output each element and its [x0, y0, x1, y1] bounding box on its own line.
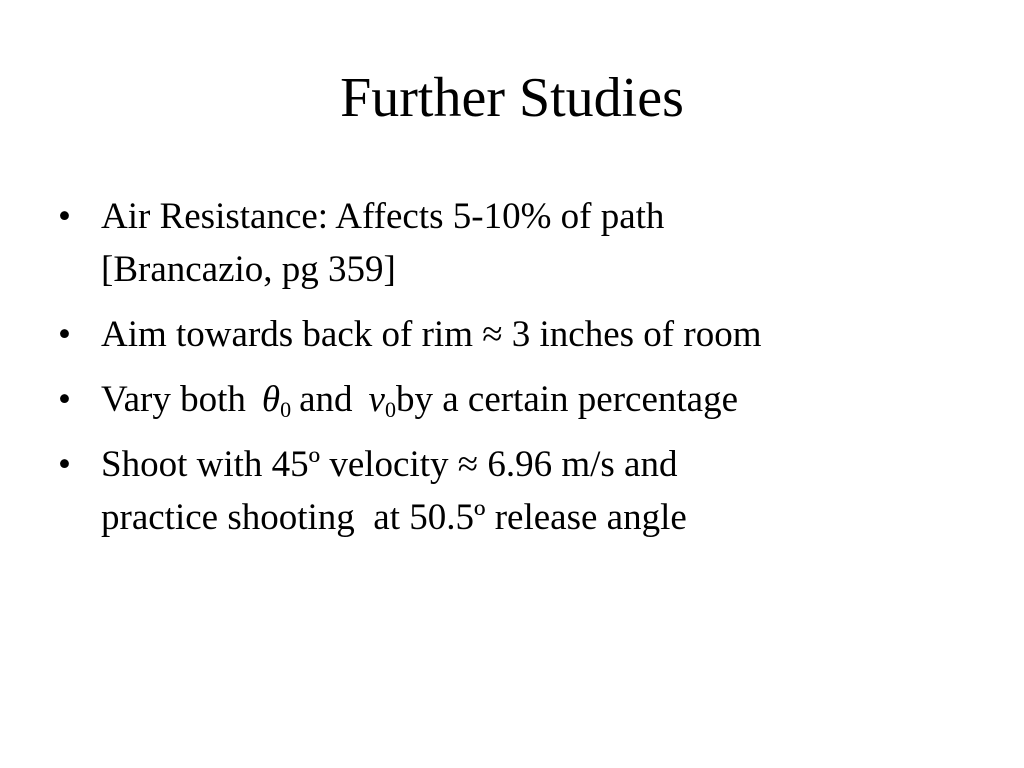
v-subscript: 0 — [384, 397, 396, 422]
bullet-text-prefix: Vary both — [101, 379, 246, 420]
bullet-item-aim — [58, 308, 978, 361]
v-zero-symbol — [369, 379, 396, 420]
bullet-dot-icon: • — [58, 196, 71, 237]
bullet-text-middle: and — [299, 379, 353, 420]
bullet-text-line: Air Resistance: Affects 5-10% of path — [101, 196, 665, 237]
bullet-text-line: Aim towards back of rim ≈ 3 inches of room — [101, 314, 762, 355]
bullet-dot-icon: • — [58, 314, 71, 355]
theta-symbol: θ — [261, 379, 281, 420]
bullet-list — [58, 190, 978, 556]
v-symbol: v — [368, 379, 385, 420]
bullet-text-line: [Brancazio, pg 359] — [101, 249, 396, 290]
theta-subscript: 0 — [280, 397, 292, 422]
bullet-dot-icon: • — [58, 444, 71, 485]
bullet-text-line: Shoot with 45º velocity ≈ 6.96 m/s and — [101, 444, 678, 485]
bullet-text-line: practice shooting at 50.5º release angle — [101, 497, 687, 538]
theta-zero-symbol — [262, 379, 291, 420]
bullet-item-shoot — [58, 438, 978, 544]
bullet-dot-icon: • — [58, 379, 71, 420]
slide-title: Further Studies — [340, 67, 684, 129]
bullet-text-suffix: by a certain percentage — [395, 379, 739, 420]
bullet-item-vary — [58, 373, 978, 426]
bullet-item-air-resistance — [58, 190, 978, 296]
